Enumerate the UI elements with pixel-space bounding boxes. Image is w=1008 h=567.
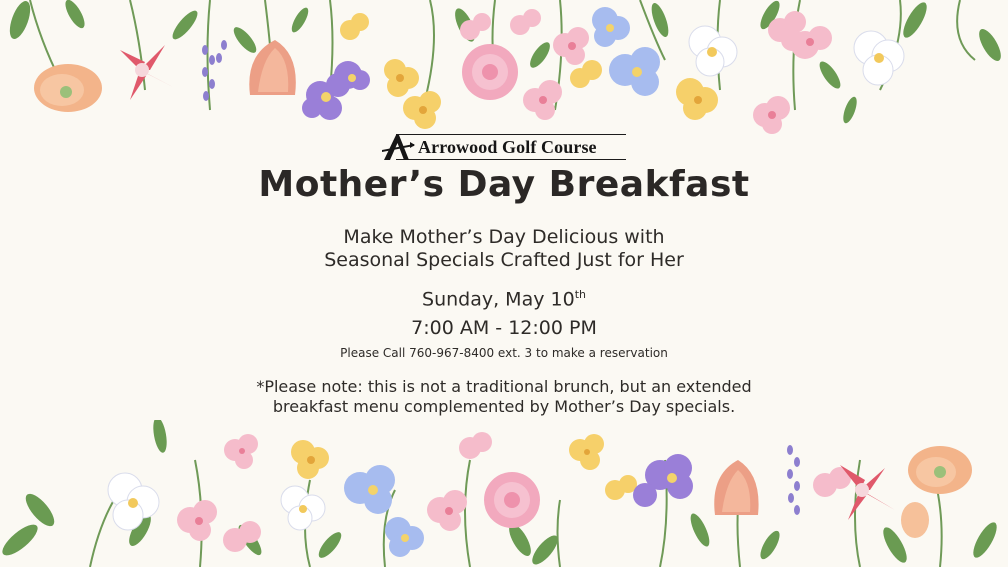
peach-poppy-flower (34, 64, 102, 112)
course-logo (380, 132, 628, 162)
protea-flower (249, 40, 296, 95)
bottom-floral-border (0, 420, 1008, 567)
note-line: breakfast menu complemented by Mother’s Day specials. (272, 397, 736, 416)
top-floral-border (0, 0, 1008, 150)
arrow-logo-icon (380, 132, 416, 162)
white-flower (108, 473, 325, 530)
reservation-info: Please Call 760-967-8400 ext. 3 to make a reservation (340, 346, 668, 360)
lavender-sprig (202, 40, 227, 101)
logo-text: Arrowood Golf Course (418, 137, 597, 157)
pink-dahlia-flower (462, 44, 518, 100)
purple-violet-flower (633, 454, 693, 507)
subtitle-line: Make Mother’s Day Delicious with (343, 226, 665, 248)
event-title: Mother’s Day Breakfast (258, 164, 750, 205)
protea-flower (714, 460, 758, 515)
subtitle-line: Seasonal Specials Crafted Just for Her (324, 249, 684, 271)
blue-flower (592, 7, 660, 96)
event-date (0, 288, 1008, 310)
date-suffix: th (574, 288, 586, 301)
note-line: *Please note: this is not a traditional brunch, but an extended (256, 377, 752, 396)
event-note (0, 377, 1008, 417)
date-text: Sunday, May 10 (422, 288, 575, 311)
pink-dahlia-flower (484, 472, 540, 528)
red-lily-flower (120, 45, 175, 100)
red-lily-flower (840, 465, 895, 520)
event-subtitle (0, 226, 1008, 272)
purple-violet-flower (302, 61, 370, 120)
logo-rule-top (396, 134, 626, 135)
event-time: 7:00 AM - 12:00 PM (411, 317, 597, 339)
peach-poppy-flower (901, 446, 972, 538)
logo-rule-bottom (396, 159, 626, 160)
lavender-sprig (787, 445, 800, 515)
